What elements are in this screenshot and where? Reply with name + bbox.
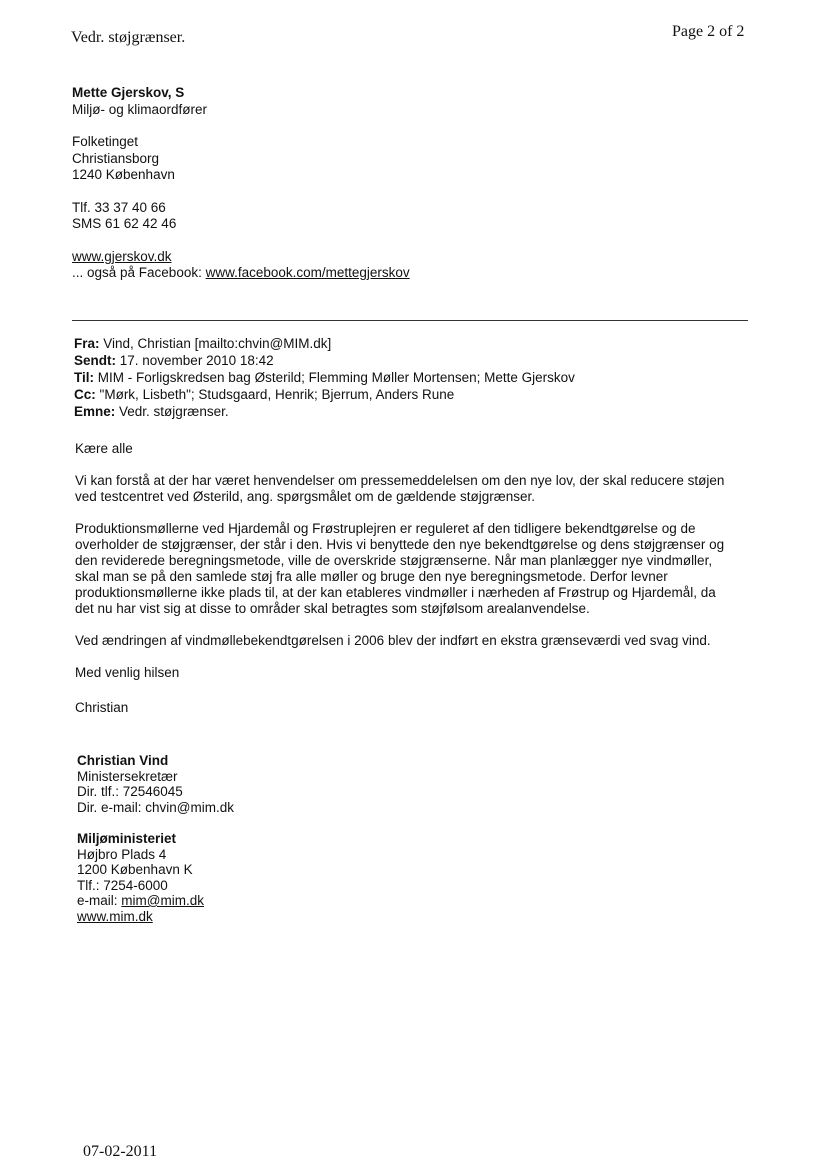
to-line (74, 369, 575, 386)
ministry-email-link[interactable]: mim@mim.dk (121, 893, 204, 908)
ministry-name: Miljøministeriet (77, 831, 177, 846)
sender-signature (77, 753, 234, 924)
separator-rule (72, 320, 748, 321)
subject-line (74, 403, 575, 420)
recipient-signature (72, 85, 410, 282)
cc-label: Cc: (74, 387, 96, 402)
signature-org: Folketinget (72, 134, 139, 149)
email-header (74, 335, 575, 420)
signature-website-link[interactable]: www.gjerskov.dk (72, 248, 172, 264)
ministry-city: 1200 København K (77, 862, 193, 877)
signature-city: 1240 København (72, 167, 175, 182)
email-body (75, 441, 747, 716)
paragraph-2-line: det nu har vist sig at disse to områder skal betragtes som støjfølsom arealanvendelse. (75, 601, 590, 616)
paragraph-2-line: Produktionsmøllerne ved Hjardemål og Frøstruplejren er reguleret af den tidligere bekendtgørelse og de (75, 521, 696, 536)
sender-title: Ministersekretær (77, 768, 178, 784)
facebook-link[interactable]: www.facebook.com/mettegjerskov (205, 265, 410, 280)
facebook-prefix: ... også på Facebook: (72, 265, 206, 280)
signoff: Christian (75, 700, 129, 715)
signature-role: Miljø- og klimaordfører (72, 101, 208, 117)
sender-email: Dir. e-mail: chvin@mim.dk (77, 799, 234, 815)
signature-phone: Tlf. 33 37 40 66 (72, 199, 166, 215)
print-footer-date: 07-02-2011 (83, 1143, 158, 1160)
signature-name: Mette Gjerskov, S (72, 85, 185, 100)
signature-sms: SMS 61 62 42 46 (72, 216, 177, 231)
cc-line (74, 386, 575, 403)
greeting: Kære alle (75, 441, 133, 456)
ministry-website-link[interactable]: www.mim.dk (77, 908, 153, 924)
sender-phone: Dir. tlf.: 72546045 (77, 784, 183, 799)
ministry-email-prefix: e-mail: (77, 893, 122, 908)
paragraph-2-line: overholder de støjgrænser, der står i den. Hvis vi benyttede den nye bekendtgørelse og dens støjgrænser og (75, 537, 725, 552)
paragraph-2-line: skal man se på den samlede støj fra alle møller og bruge den nye beregningsmetode. Derfor levner (75, 569, 668, 584)
signature-facebook-line (72, 265, 410, 282)
subject-label: Emne: (74, 404, 116, 419)
signature-building: Christiansborg (72, 150, 160, 166)
ministry-email-line (77, 893, 234, 909)
paragraph-3: Ved ændringen af vindmøllebekendtgørelsen i 2006 blev der indført en ekstra grænseværdi ved svag vind. (75, 633, 711, 648)
paragraph-2 (75, 521, 747, 617)
paragraph-2-line: den reviderede beregningsmetode, ville de overskride støjgrænserne. Når man planlægger nye vindmøller, (75, 553, 713, 568)
closing: Med venlig hilsen (75, 665, 180, 680)
to-label: Til: (74, 370, 94, 385)
subject-value: Vedr. støjgrænser. (119, 404, 229, 419)
cc-value: "Mørk, Lisbeth"; Studsgaard, Henrik; Bjerrum, Anders Rune (99, 387, 455, 402)
ministry-phone: Tlf.: 7254-6000 (77, 877, 168, 893)
from-label: Fra: (74, 336, 100, 351)
paragraph-1 (75, 473, 747, 505)
from-value: Vind, Christian [mailto:chvin@MIM.dk] (103, 336, 332, 351)
to-value: MIM - Forligskredsen bag Østerild; Flemming Møller Mortensen; Mette Gjerskov (97, 370, 575, 385)
sent-line (74, 352, 575, 369)
from-line (74, 335, 575, 352)
sent-value: 17. november 2010 18:42 (119, 353, 274, 368)
sent-label: Sendt: (74, 353, 116, 368)
print-header-subject: Vedr. støjgrænser. (71, 29, 186, 46)
print-header-page-number: Page 2 of 2 (672, 23, 745, 40)
ministry-street: Højbro Plads 4 (77, 846, 167, 862)
paragraph-2-line: produktionsmøllerne ikke plads til, at der kan etableres vindmøller i nærheden af Frøstrup og Hjardemål, da (75, 585, 716, 600)
paragraph-1-line: ved testcentret ved Østerild, ang. spørgsmålet om de gældende støjgrænser. (75, 489, 535, 504)
sender-name: Christian Vind (77, 753, 169, 768)
paragraph-1-line: Vi kan forstå at der har været henvendelser om pressemeddelelsen om den nye lov, der skal reducere støjen (75, 473, 725, 488)
